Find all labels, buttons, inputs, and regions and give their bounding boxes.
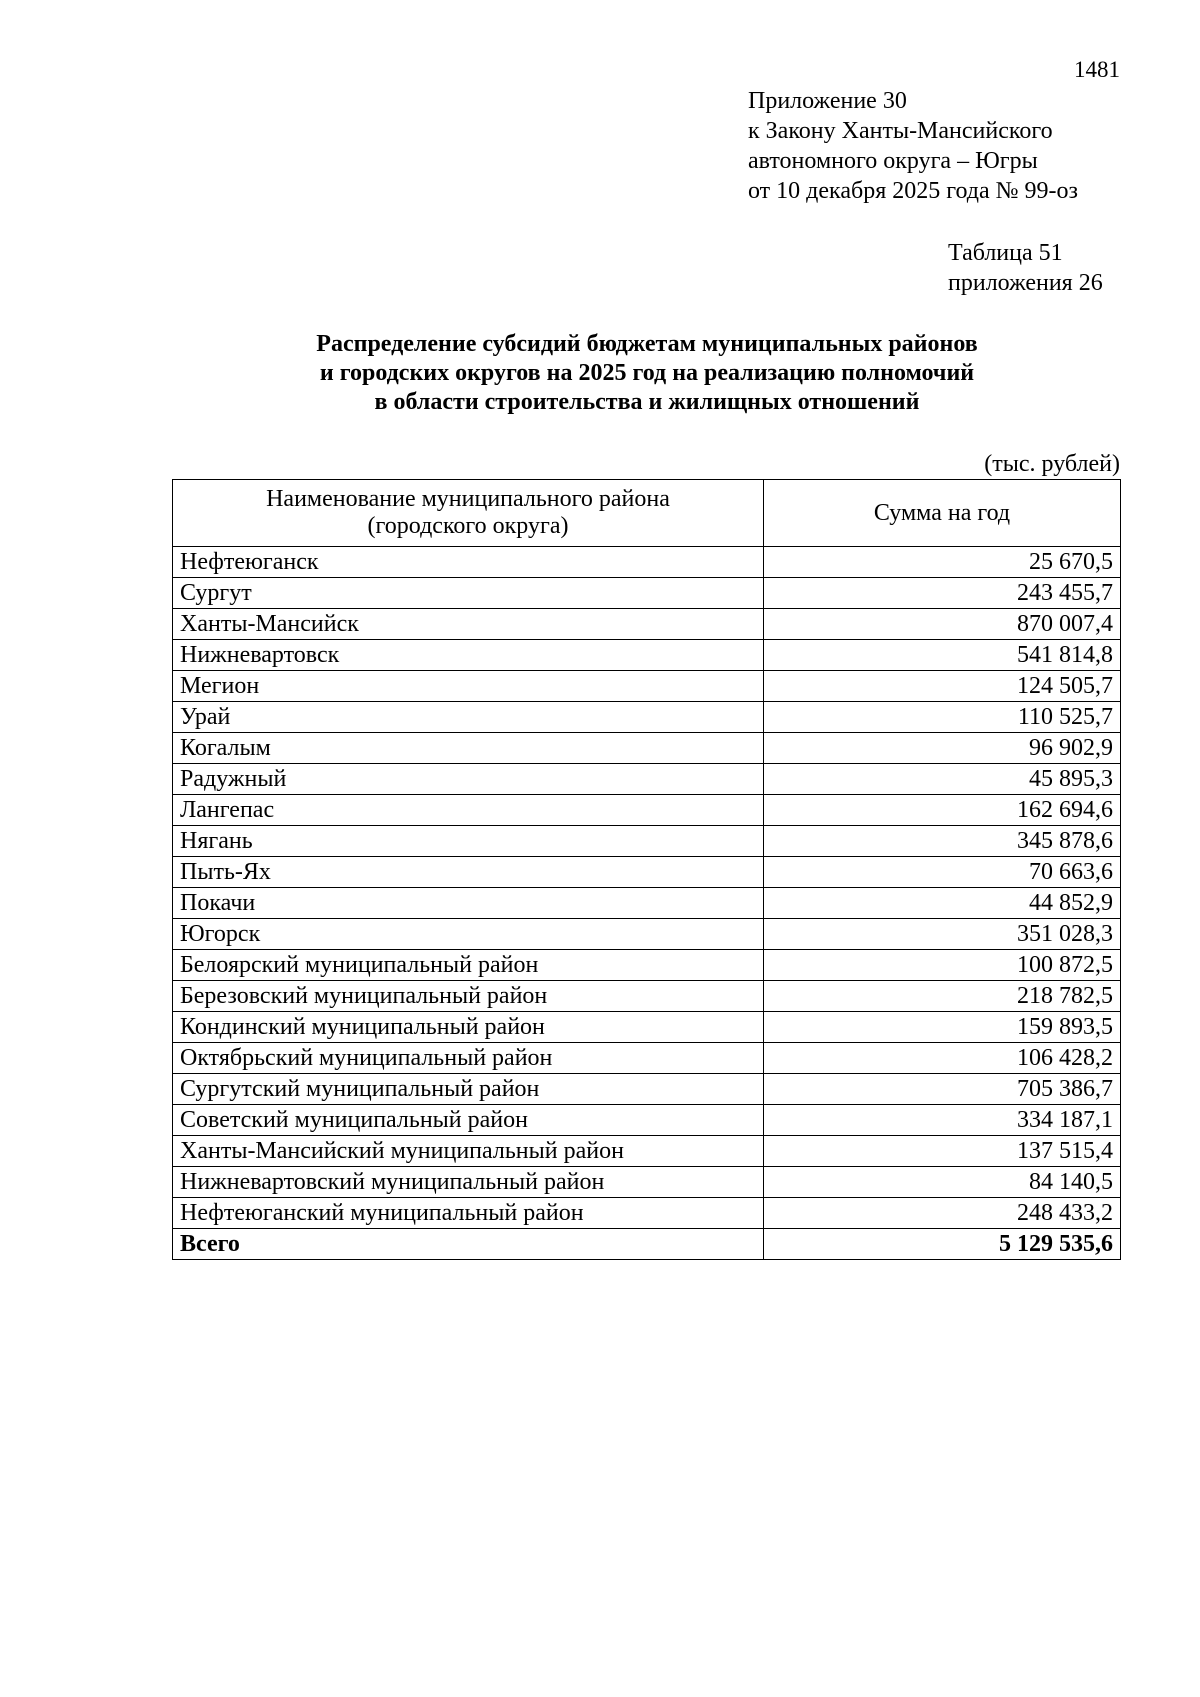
municipality-name-cell: Березовский муниципальный район: [173, 981, 764, 1012]
amount-cell: 25 670,5: [764, 547, 1121, 578]
amount-cell: 159 893,5: [764, 1012, 1121, 1043]
total-label-cell: Всего: [173, 1229, 764, 1260]
municipality-name-cell: Нижневартовск: [173, 640, 764, 671]
amount-cell: 345 878,6: [764, 826, 1121, 857]
table-row: [173, 1167, 1121, 1198]
amount-cell: 137 515,4: [764, 1136, 1121, 1167]
title-line: в области строительства и жилищных отношений: [374, 389, 920, 415]
amount-cell: 351 028,3: [764, 919, 1121, 950]
document-title: [172, 330, 1122, 417]
amount-cell: 248 433,2: [764, 1198, 1121, 1229]
table-row: [173, 950, 1121, 981]
municipality-name-cell: Нижневартовский муниципальный район: [173, 1167, 764, 1198]
amount-cell: 45 895,3: [764, 764, 1121, 795]
amount-cell: 334 187,1: [764, 1105, 1121, 1136]
table-row: [173, 640, 1121, 671]
municipality-name-cell: Когалым: [173, 733, 764, 764]
subsidy-table: [172, 479, 1121, 1260]
header-name-cell: [173, 480, 764, 547]
municipality-name-cell: Покачи: [173, 888, 764, 919]
table-row: [173, 1198, 1121, 1229]
appendix-line: к Закону Ханты-Мансийского: [748, 118, 1053, 144]
table-row: [173, 733, 1121, 764]
table-row: [173, 547, 1121, 578]
table-row: [173, 857, 1121, 888]
amount-cell: 162 694,6: [764, 795, 1121, 826]
table-row: [173, 764, 1121, 795]
amount-cell: 44 852,9: [764, 888, 1121, 919]
municipality-name-cell: Мегион: [173, 671, 764, 702]
title-line: Распределение субсидий бюджетам муниципальных районов: [316, 331, 978, 357]
table-row: [173, 981, 1121, 1012]
page-number: 1481: [1074, 57, 1120, 82]
table-row: [173, 1136, 1121, 1167]
appendix-reference: [748, 86, 1078, 206]
table-row: [173, 1074, 1121, 1105]
table-row: [173, 1043, 1121, 1074]
amount-cell: 243 455,7: [764, 578, 1121, 609]
table-row: [173, 826, 1121, 857]
amount-cell: 106 428,2: [764, 1043, 1121, 1074]
table-reference: [948, 238, 1103, 298]
municipality-name-cell: Нефтеюганский муниципальный район: [173, 1198, 764, 1229]
table-row: [173, 888, 1121, 919]
municipality-name-cell: Ханты-Мансийский муниципальный район: [173, 1136, 764, 1167]
table-row: [173, 702, 1121, 733]
table-body: [173, 547, 1121, 1260]
total-amount-cell: 5 129 535,6: [764, 1229, 1121, 1260]
municipality-name-cell: Урай: [173, 702, 764, 733]
header-amount-cell: Сумма на год: [764, 480, 1121, 547]
municipality-name-cell: Ханты-Мансийск: [173, 609, 764, 640]
table-row: [173, 1012, 1121, 1043]
header-name-line: Наименование муниципального района: [266, 486, 670, 512]
municipality-name-cell: Югорск: [173, 919, 764, 950]
amount-cell: 110 525,7: [764, 702, 1121, 733]
header-name-line: (городского округа): [367, 513, 569, 539]
appendix-line: от 10 декабря 2025 года № 99-оз: [748, 178, 1079, 204]
amount-cell: 705 386,7: [764, 1074, 1121, 1105]
municipality-name-cell: Сургутский муниципальный район: [173, 1074, 764, 1105]
appendix-line: автономного округа – Югры: [748, 148, 1038, 174]
total-row: [173, 1229, 1121, 1260]
amount-cell: 541 814,8: [764, 640, 1121, 671]
amount-cell: 100 872,5: [764, 950, 1121, 981]
municipality-name-cell: Кондинский муниципальный район: [173, 1012, 764, 1043]
table-row: [173, 1105, 1121, 1136]
table-row: [173, 578, 1121, 609]
table-row: [173, 919, 1121, 950]
units-label: (тыс. рублей): [984, 451, 1120, 477]
table-row: [173, 609, 1121, 640]
municipality-name-cell: Октябрьский муниципальный район: [173, 1043, 764, 1074]
municipality-name-cell: Нефтеюганск: [173, 547, 764, 578]
amount-cell: 124 505,7: [764, 671, 1121, 702]
table-reference-line: приложения 26: [948, 270, 1103, 296]
municipality-name-cell: Сургут: [173, 578, 764, 609]
municipality-name-cell: Радужный: [173, 764, 764, 795]
amount-cell: 84 140,5: [764, 1167, 1121, 1198]
municipality-name-cell: Советский муниципальный район: [173, 1105, 764, 1136]
municipality-name-cell: Пыть-Ях: [173, 857, 764, 888]
table-row: [173, 795, 1121, 826]
table-row: [173, 671, 1121, 702]
amount-cell: 70 663,6: [764, 857, 1121, 888]
appendix-line: Приложение 30: [748, 88, 907, 114]
amount-cell: 870 007,4: [764, 609, 1121, 640]
amount-cell: 96 902,9: [764, 733, 1121, 764]
table-header-row: [173, 480, 1121, 547]
municipality-name-cell: Лангепас: [173, 795, 764, 826]
municipality-name-cell: Белоярский муниципальный район: [173, 950, 764, 981]
amount-cell: 218 782,5: [764, 981, 1121, 1012]
title-line: и городских округов на 2025 год на реализацию полномочий: [319, 360, 975, 386]
municipality-name-cell: Нягань: [173, 826, 764, 857]
table-reference-line: Таблица 51: [948, 240, 1063, 266]
